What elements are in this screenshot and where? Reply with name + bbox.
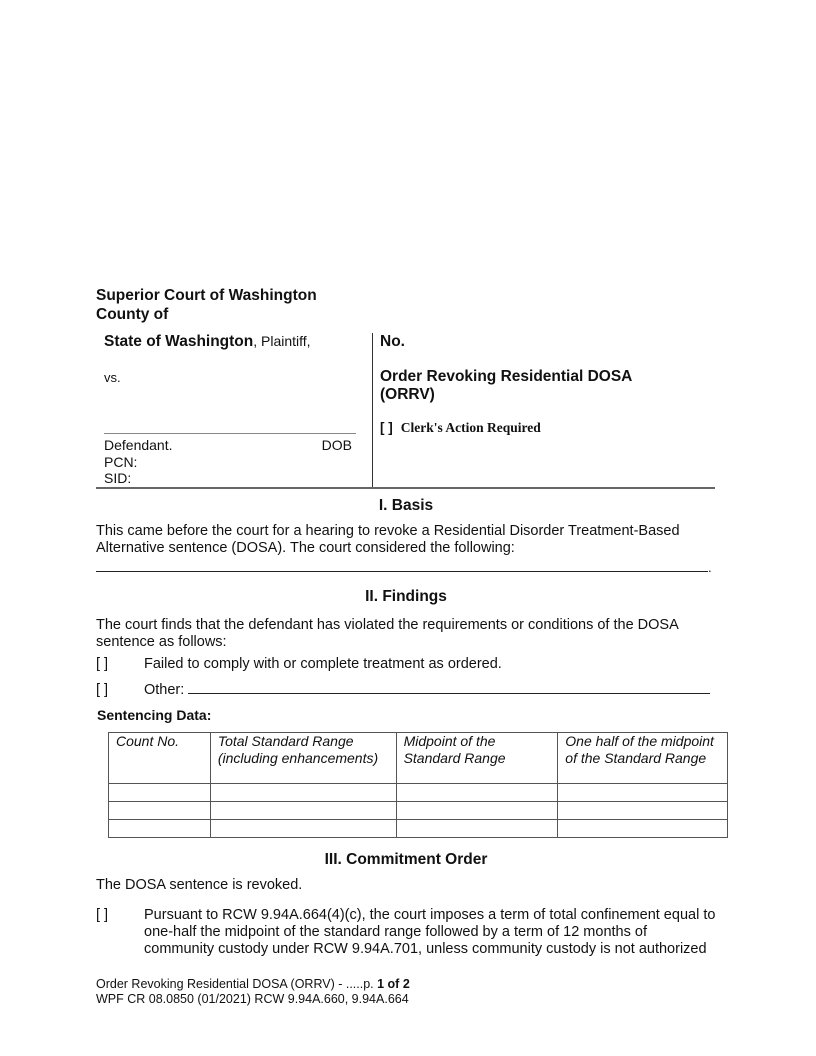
table-row — [109, 802, 728, 820]
commitment-option-text: Pursuant to RCW 9.94A.664(4)(c), the court imposes a term of total confinement equal to one-half the midpoint of the standard range followed by a term of 12 months of community custody under RCW 9.94A.701, unless community custody is not authorized — [144, 907, 716, 957]
clerk-action — [380, 420, 541, 436]
finding-checkbox[interactable]: [ ] — [96, 656, 109, 672]
basis-fill-line[interactable] — [96, 571, 708, 572]
commitment-heading: III. Commitment Order — [324, 851, 488, 868]
plaintiff-label: , Plaintiff, — [253, 333, 311, 349]
table-cell[interactable] — [109, 820, 211, 838]
commitment-checkbox[interactable]: [ ] — [96, 907, 109, 923]
column-header: Count No. — [109, 733, 211, 784]
table-row — [109, 784, 728, 802]
column-header: Total Standard Range (including enhancements) — [210, 733, 396, 784]
pcn-label: PCN: — [104, 453, 138, 470]
vs-label: vs. — [104, 370, 121, 385]
commitment-text: The DOSA sentence is revoked. — [96, 877, 303, 893]
finding-checkbox[interactable]: [ ] — [96, 682, 109, 698]
clerk-action-checkbox[interactable]: [ ] — [380, 420, 393, 435]
caption-bottom-rule — [96, 487, 715, 489]
column-header: One half of the midpoint of the Standard Range — [558, 733, 728, 784]
plaintiff-name: State of Washington — [104, 333, 254, 350]
table-row — [109, 820, 728, 838]
footer-title: Order Revoking Residential DOSA (ORRV) - .....p. — [96, 977, 378, 991]
sentencing-data-label: Sentencing Data: — [97, 707, 212, 723]
table-cell[interactable] — [396, 802, 558, 820]
table-cell[interactable] — [558, 802, 728, 820]
table-cell[interactable] — [109, 802, 211, 820]
findings-text: The court finds that the defendant has violated the requirements or conditions of the DOSA sentence as follows: — [96, 617, 678, 650]
defendant-block — [104, 437, 352, 487]
dob-label: DOB — [321, 437, 352, 453]
finding-option-treatment — [96, 656, 502, 672]
county-label: County of — [96, 306, 169, 323]
table-cell[interactable] — [396, 820, 558, 838]
page-number: 1 of 2 — [377, 977, 410, 991]
clerk-action-label: Clerk's Action Required — [400, 420, 541, 435]
other-fill-line[interactable] — [188, 679, 710, 694]
table-cell[interactable] — [558, 784, 728, 802]
defendant-label: Defendant. — [104, 437, 173, 453]
sentencing-data-table — [108, 732, 728, 838]
findings-heading: II. Findings — [365, 588, 447, 605]
page-footer — [96, 977, 410, 1007]
defendant-name-line[interactable] — [104, 433, 356, 434]
table-cell[interactable] — [109, 784, 211, 802]
document-title — [380, 368, 632, 404]
basis-text: This came before the court for a hearing to revoke a Residential Disorder Treatment-Based Alternative sentence (DOSA). The court considered the following: — [96, 523, 680, 556]
sid-label: SID: — [104, 470, 132, 486]
table-cell[interactable] — [558, 820, 728, 838]
case-number-label: No. — [380, 333, 405, 350]
basis-line-end: . — [708, 560, 712, 575]
caption-divider — [372, 333, 373, 488]
plaintiff — [104, 333, 311, 351]
document-title-line1: Order Revoking Residential DOSA — [380, 368, 633, 385]
finding-option-other — [96, 679, 710, 698]
document-title-line2: (ORRV) — [380, 386, 435, 403]
finding-label: Failed to comply with or complete treatment as ordered. — [144, 656, 502, 672]
table-cell[interactable] — [210, 820, 396, 838]
court-name: Superior Court of Washington — [96, 287, 317, 304]
footer-line2: WPF CR 08.0850 (01/2021) RCW 9.94A.660, 9.94A.664 — [96, 992, 409, 1006]
finding-label: Other: — [144, 682, 185, 698]
table-cell[interactable] — [210, 784, 396, 802]
table-header-row — [109, 733, 728, 784]
basis-heading: I. Basis — [378, 497, 434, 514]
column-header: Midpoint of the Standard Range — [396, 733, 558, 784]
footer-line1 — [96, 977, 410, 992]
court-caption — [96, 286, 317, 324]
table-cell[interactable] — [396, 784, 558, 802]
table-cell[interactable] — [210, 802, 396, 820]
